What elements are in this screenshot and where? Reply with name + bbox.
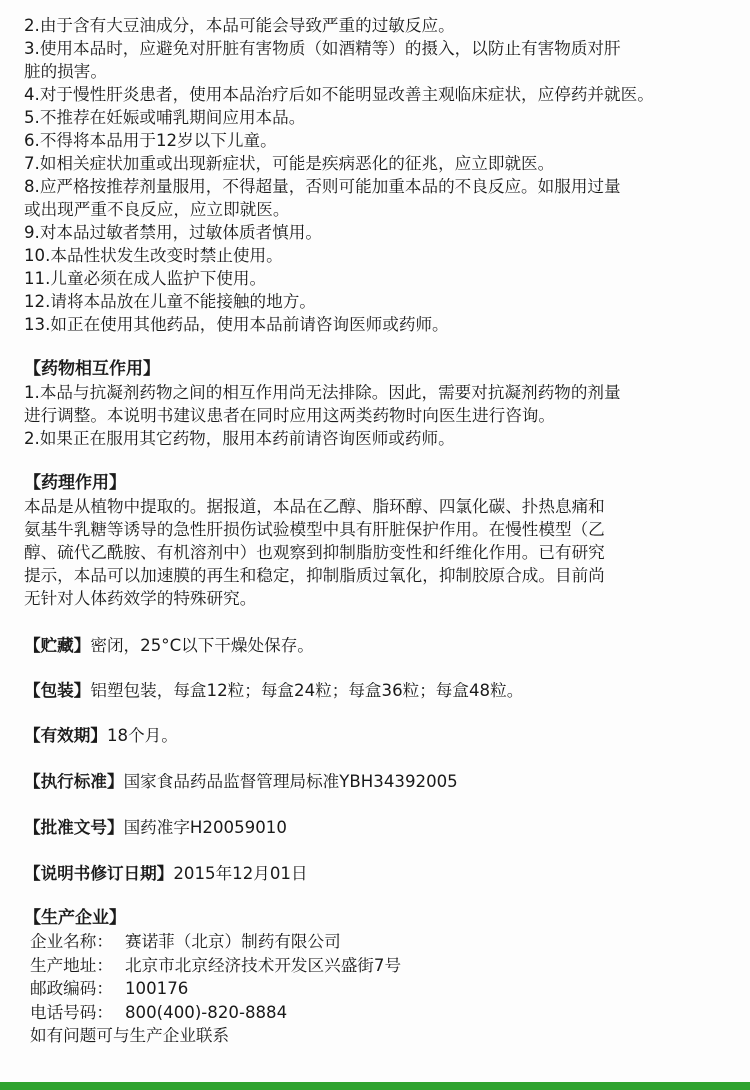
interactions-line: 进行调整。本说明书建议患者在同时应用这两类药物时向医生进行咨询。 (24, 406, 555, 425)
leaflet-document (24, 14, 736, 1048)
precaution-line: 6.不得将本品用于12岁以下儿童。 (24, 131, 277, 150)
interactions-section (24, 358, 736, 450)
validity-label: 【有效期】 (24, 726, 107, 745)
pharmacology-line: 提示，本品可以加速膜的再生和稳定，抑制脂质过氧化，抑制胶原合成。目前尚 (24, 566, 605, 585)
pharmacology-line: 氨基牛乳糖等诱导的急性肝损伤试验模型中具有肝脏保护作用。在慢性模型（乙 (24, 520, 605, 539)
packaging-label: 【包装】 (24, 681, 91, 700)
producer-name-value: 赛诺菲（北京）制药有限公司 (125, 932, 341, 951)
precaution-line: 8.应严格按推荐剂量服用，不得超量，否则可能加重本品的不良反应。如服用过量 (24, 177, 621, 196)
precaution-line: 2.由于含有大豆油成分，本品可能会导致严重的过敏反应。 (24, 16, 455, 35)
interactions-line: 2.如果正在服用其它药物，服用本药前请咨询医师或药师。 (24, 429, 455, 448)
pharmacology-line: 本品是从植物中提取的。据报道，本品在乙醇、脂环醇、四氯化碳、扑热息痛和 (24, 497, 605, 516)
producer-address-label: 生产地址： (30, 955, 113, 975)
precaution-line: 3.使用本品时，应避免对肝脏有害物质（如酒精等）的摄入，以防止有害物质对肝 (24, 39, 621, 58)
revision-value: 2015年12月01日 (173, 864, 308, 883)
precaution-line: 12.请将本品放在儿童不能接触的地方。 (24, 292, 316, 311)
validity-row (24, 724, 736, 747)
producer-address-row (24, 954, 736, 978)
precaution-line: 9.对本品过敏者禁用，过敏体质者慎用。 (24, 223, 322, 242)
producer-phone-value: 800(400)-820-8884 (125, 1002, 288, 1022)
producer-heading: 【生产企业】 (24, 908, 126, 928)
producer-phone-label: 电话号码： (30, 1002, 113, 1022)
producer-section (24, 907, 736, 1048)
precaution-line: 7.如相关症状加重或出现新症状，可能是疾病恶化的征兆，应立即就医。 (24, 154, 555, 173)
bottom-green-bar (0, 1082, 750, 1090)
approval-row (24, 816, 736, 839)
precaution-line: 4.对于慢性肝炎患者，使用本品治疗后如不能明显改善主观临床症状，应停药并就医。 (24, 85, 654, 104)
precaution-line: 11.儿童必须在成人监护下使用。 (24, 269, 267, 288)
precaution-line: 脏的损害。 (24, 62, 107, 81)
revision-row (24, 862, 736, 885)
approval-label: 【批准文号】 (24, 818, 124, 837)
producer-contact-note: 如有问题可与生产企业联系 (30, 1026, 230, 1045)
precaution-line: 13.如正在使用其他药品，使用本品前请咨询医师或药师。 (24, 315, 449, 334)
packaging-value: 铝塑包装，每盒12粒；每盒24粒；每盒36粒；每盒48粒。 (90, 681, 524, 700)
storage-row (24, 634, 736, 657)
precaution-line: 5.不推荐在妊娠或哺乳期间应用本品。 (24, 108, 306, 127)
validity-value: 18个月。 (106, 726, 178, 745)
interactions-line: 1.本品与抗凝剂药物之间的相互作用尚无法排除。因此，需要对抗凝剂药物的剂量 (24, 383, 621, 402)
producer-phone-row (24, 1001, 736, 1025)
revision-label: 【说明书修订日期】 (24, 864, 174, 883)
precaution-line: 或出现严重不良反应，应立即就医。 (24, 200, 290, 219)
standard-value: 国家食品药品监督管理局标准YBH34392005 (123, 772, 458, 791)
interactions-heading: 【药物相互作用】 (24, 359, 160, 379)
approval-value: 国药准字H20059010 (123, 818, 287, 837)
producer-address-value: 北京市北京经济技术开发区兴盛街7号 (125, 955, 402, 975)
producer-postcode-label: 邮政编码： (30, 979, 113, 998)
pharmacology-section (24, 472, 736, 610)
standard-label: 【执行标准】 (24, 772, 124, 791)
packaging-row (24, 679, 736, 702)
storage-value: 密闭，25°C以下干燥处保存。 (90, 636, 314, 655)
precaution-line: 10.本品性状发生改变时禁止使用。 (24, 246, 283, 265)
producer-postcode-row (24, 977, 736, 1001)
pharmacology-heading: 【药理作用】 (24, 473, 126, 493)
producer-postcode-value: 100176 (125, 979, 189, 998)
precautions-list (24, 14, 736, 336)
producer-name-row (24, 930, 736, 954)
pharmacology-line: 醇、硫代乙酰胺、有机溶剂中）也观察到抑制脂肪变性和纤维化作用。已有研究 (24, 543, 605, 562)
standard-row (24, 770, 736, 793)
storage-label: 【贮藏】 (24, 636, 91, 655)
pharmacology-line: 无针对人体药效学的特殊研究。 (24, 589, 257, 608)
producer-name-label: 企业名称： (30, 932, 113, 951)
